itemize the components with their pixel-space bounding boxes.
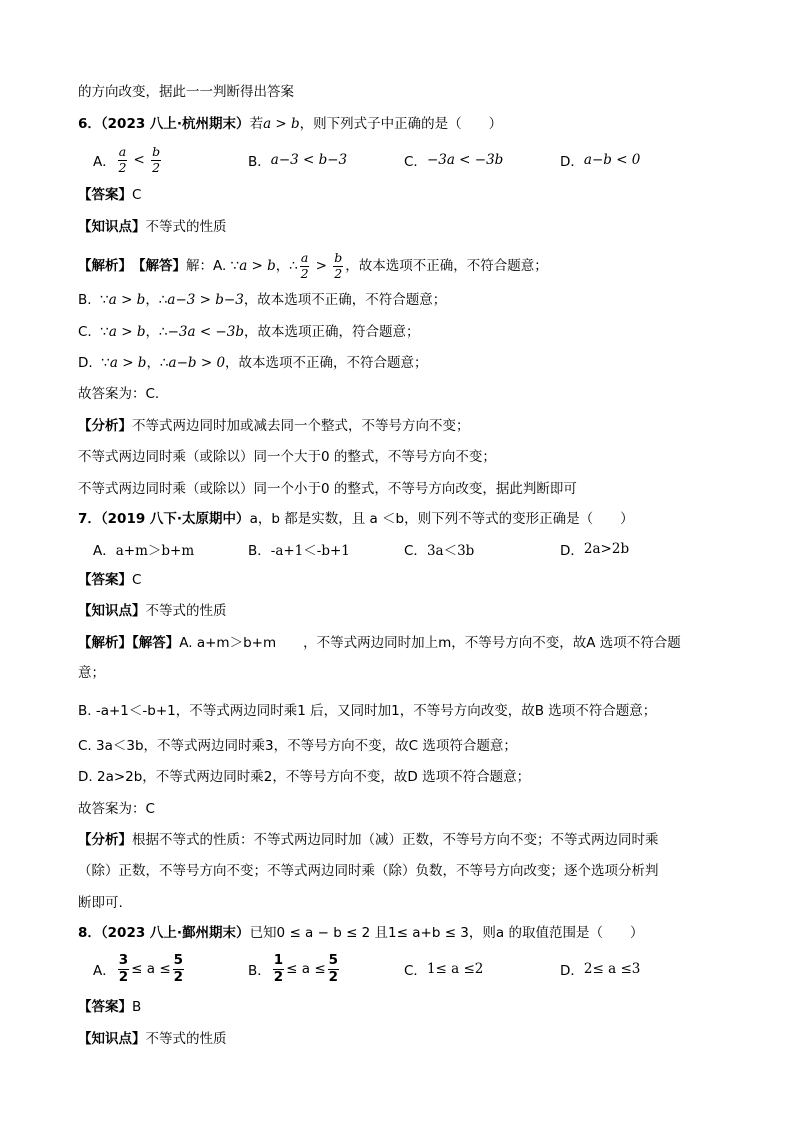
q6-solution-b: B. ∵a > b，∴a−3 > b−3，故本选项不正确，不符合题意；: [78, 292, 447, 308]
q6-solution-a: 【解析】 【解答】 解：A. ∵ a > b ，∴ $\frac{a}{2}$ > $\frac{b}{2}$ ，故本选项不正确，不符合题意；: [78, 250, 548, 281]
q7-knowledge: 【知识点】不等式的性质: [78, 603, 227, 619]
q8-option-a[interactable]: A． $\frac{3}{2}$ ≤ a ≤ $\frac{5}{2}$: [93, 952, 184, 985]
q7-solution-c: C. 3a＜3b，不等式两边同时乘3，不等号方向不变，故C 选项符合题意；: [78, 738, 517, 754]
fraction: $\frac{1}{2}$: [273, 952, 284, 985]
q8-options: [93, 949, 733, 989]
q7-answer: 【答案】C: [78, 572, 142, 588]
q8-number: 8．: [78, 925, 101, 941]
q7-final: 故答案为：C: [78, 801, 155, 817]
q6-option-d[interactable]: D． a−b < 0: [560, 152, 641, 170]
q6-solution-c: C. ∵a > b，∴−3a < −3b，故本选项正确，符合题意；: [78, 324, 420, 340]
q6-final: 故答案为：C.: [78, 386, 160, 402]
q7-reason-1: 【分析】根据不等式的性质：不等式两边同时加（减）正数，不等号方向不变；不等式两边同时乘: [78, 832, 659, 848]
q7-solution-b: B. -a+1＜-b+1，不等式两边同时乘1 后，又同时加1，不等号方向改变，故B 选项不符合题意；: [78, 703, 657, 719]
fraction: $\frac{5}{2}$: [328, 952, 339, 985]
q7-solution-a-cont: 意；: [78, 665, 105, 681]
q7-options: [93, 529, 733, 569]
q6-source: （2023 八上·杭州期末）: [100, 116, 250, 132]
fraction: $\frac{b}{2}$: [334, 250, 343, 281]
q6-option-b[interactable]: B． a−3 < b−3: [248, 152, 348, 170]
q7-source: （2019 八下·太原期中）: [100, 511, 250, 527]
q7-option-d[interactable]: D． 2a>2b: [560, 541, 630, 559]
q7-reason-3: 断即可.: [78, 895, 123, 911]
q6-solution-d: D. ∵a > b，∴a−b > 0，故本选项不正确，不符合题意；: [78, 355, 428, 371]
q8-option-c[interactable]: C． 1≤ a ≤2: [404, 961, 484, 979]
q6-number: 6．: [78, 116, 101, 132]
q8-source: （2023 八上·鄞州期末）: [100, 925, 250, 941]
fraction: $\frac{a}{2}$: [300, 250, 309, 281]
q7-option-a[interactable]: A． a+m＞b+m: [93, 543, 195, 559]
q7-option-b[interactable]: B． -a+1＜-b+1: [248, 543, 350, 559]
q6-reason-2: 不等式两边同时乘（或除以）同一个大于0 的整式，不等号方向不变；: [78, 449, 496, 465]
fraction: $\frac{3}{2}$: [118, 952, 129, 985]
q6-option-c[interactable]: C． −3a < −3b: [404, 152, 504, 170]
q7-reason-2: （除）正数，不等号方向不变；不等式两边同时乘（除）负数，不等号方向改变；逐个选项分析判: [78, 863, 659, 879]
q6-reason-1: 【分析】不等式两边同时加或减去同一个整式，不等号方向不变；: [78, 418, 470, 434]
carryover-line: 的方向改变，据此一一判断得出答案: [78, 84, 294, 100]
fraction: $\frac{5}{2}$: [173, 952, 184, 985]
fraction: $\frac{b}{2}$: [152, 144, 161, 175]
q7-solution-a: 【解析】【解答】A. a+m＞b+m ，不等式两边同时加上m，不等号方向不变，故A 选项不符合题: [78, 635, 681, 651]
q7-option-c[interactable]: C． 3a＜3b: [404, 543, 475, 559]
q6-knowledge: 【知识点】不等式的性质: [78, 219, 227, 235]
q7-number: 7．: [78, 511, 101, 527]
q7-solution-d: D. 2a>2b，不等式两边同时乘2，不等号方向不变，故D 选项不符合题意；: [78, 769, 531, 785]
q6-answer: 【答案】C: [78, 187, 142, 203]
q8-option-b[interactable]: B． $\frac{1}{2}$ ≤ a ≤ $\frac{5}{2}$: [248, 952, 339, 985]
q6-options: [93, 140, 733, 180]
q8-knowledge: 【知识点】不等式的性质: [78, 1031, 227, 1047]
q8-answer: 【答案】B: [78, 999, 142, 1015]
q6-option-a[interactable]: A． $\frac{a}{2}$ < $\frac{b}{2}$: [93, 144, 161, 175]
q8-option-d[interactable]: D． 2≤ a ≤3: [560, 961, 641, 979]
q8-stem: 8．（2023 八上·鄞州期末）已知0 ≤ a − b ≤ 2 且1≤ a+b ≤ 3，则a 的取值范围是（ ）: [78, 925, 644, 941]
q6-stem: 6．（2023 八上·杭州期末）若a > b，则下列式子中正确的是（ ）: [78, 116, 503, 132]
q6-reason-3: 不等式两边同时乘（或除以）同一个小于0 的整式，不等号方向改变，据此判断即可: [78, 481, 577, 497]
fraction: $\frac{a}{2}$: [118, 144, 127, 175]
q7-stem: 7．（2019 八下·太原期中）a，b 都是实数，且 a ＜b，则下列不等式的变形正确是（ ）: [78, 511, 634, 527]
